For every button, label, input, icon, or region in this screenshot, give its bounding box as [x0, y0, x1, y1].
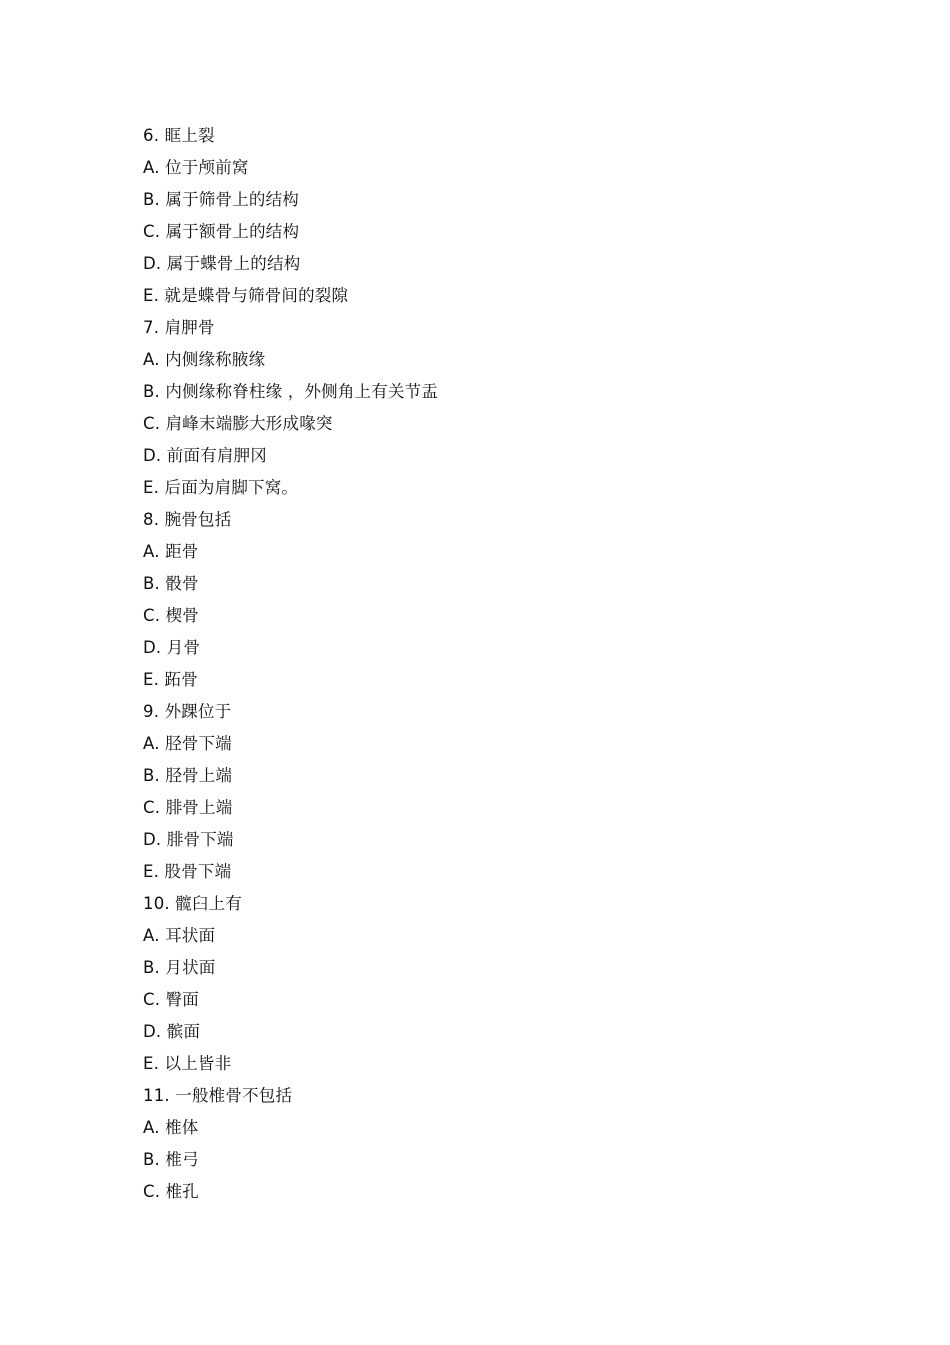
option-line: B. 骰骨	[143, 574, 199, 593]
option-line: D. 属于蝶骨上的结构	[143, 254, 301, 273]
question-title: 10. 髋臼上有	[143, 894, 243, 913]
option-line: D. 月骨	[143, 638, 201, 657]
question-title: 11. 一般椎骨不包括	[143, 1086, 293, 1105]
option-line: C. 肩峰末端膨大形成喙突	[143, 414, 333, 433]
question-title: 9. 外踝位于	[143, 702, 232, 721]
option-line: E. 后面为肩脚下窝。	[143, 478, 299, 497]
option-line: B. 椎弓	[143, 1150, 199, 1169]
option-line: C. 椎孔	[143, 1182, 200, 1201]
option-line: C. 属于额骨上的结构	[143, 222, 300, 241]
option-line: E. 以上皆非	[143, 1054, 232, 1073]
question-list	[143, 124, 903, 1212]
option-line: D. 髌面	[143, 1022, 201, 1041]
option-line: A. 内侧缘称腋缘	[143, 350, 266, 369]
option-line: A. 耳状面	[143, 926, 216, 945]
option-line: A. 距骨	[143, 542, 199, 561]
option-line: A. 位于颅前窝	[143, 158, 249, 177]
question-title: 7. 肩胛骨	[143, 318, 215, 337]
option-line: C. 腓骨上端	[143, 798, 233, 817]
option-line: A. 胫骨下端	[143, 734, 232, 753]
option-line: B. 内侧缘称脊柱缘 ，外侧角上有关节盂	[143, 382, 439, 401]
option-line: E. 跖骨	[143, 670, 198, 689]
option-line: B. 月状面	[143, 958, 216, 977]
option-line: A. 椎体	[143, 1118, 199, 1137]
option-line: B. 胫骨上端	[143, 766, 233, 785]
option-line: C. 臀面	[143, 990, 200, 1009]
option-line: E. 就是蝶骨与筛骨间的裂隙	[143, 286, 349, 305]
option-line: D. 腓骨下端	[143, 830, 234, 849]
option-line: D. 前面有肩胛冈	[143, 446, 267, 465]
question-title: 8. 腕骨包括	[143, 510, 232, 529]
option-line: B. 属于筛骨上的结构	[143, 190, 300, 209]
option-line: E. 股骨下端	[143, 862, 232, 881]
option-line: C. 楔骨	[143, 606, 200, 625]
question-title: 6. 眶上裂	[143, 126, 215, 145]
